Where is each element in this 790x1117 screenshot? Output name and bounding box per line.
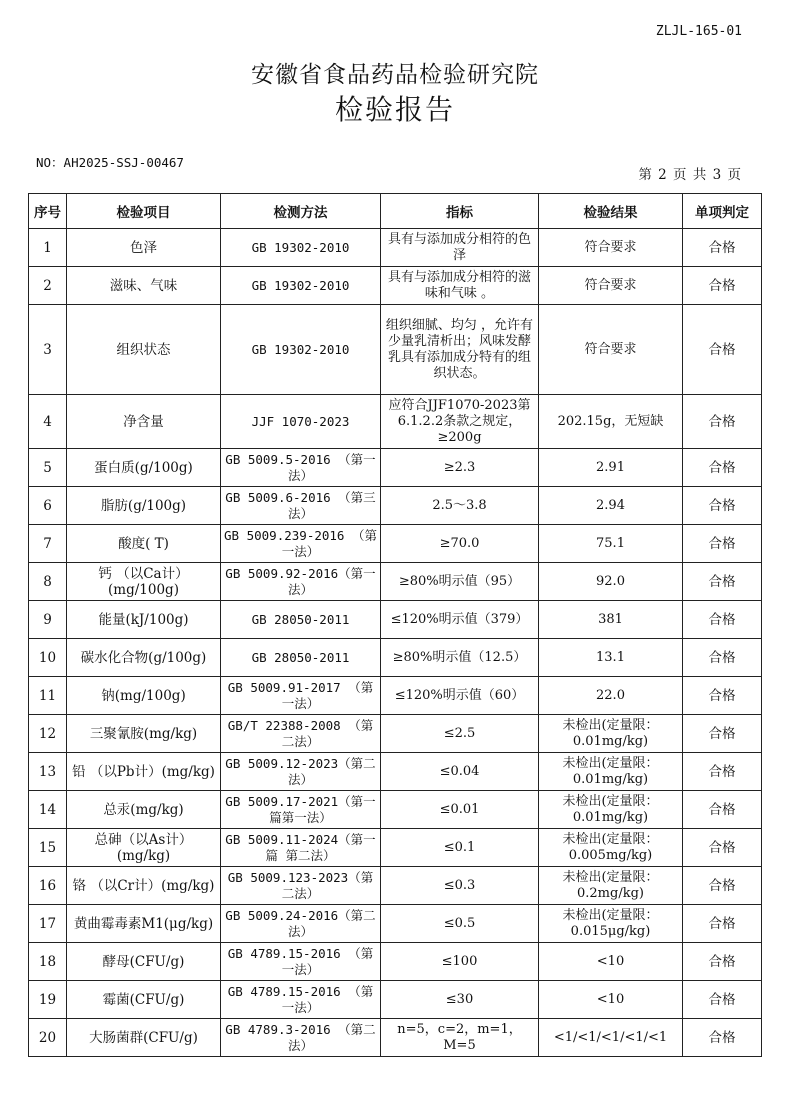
col-header-spec: 指标 — [381, 194, 539, 229]
cell-method: GB 4789.15-2016 （第一法） — [221, 943, 381, 981]
col-header-result: 检验结果 — [539, 194, 683, 229]
table-row — [29, 449, 762, 487]
cell-no: 14 — [29, 791, 67, 829]
cell-verdict: 合格 — [683, 267, 762, 305]
cell-no: 15 — [29, 829, 67, 867]
table-row — [29, 563, 762, 601]
cell-no: 5 — [29, 449, 67, 487]
cell-no: 16 — [29, 867, 67, 905]
cell-no: 19 — [29, 981, 67, 1019]
cell-item: 铅 （以Pb计）(mg/kg) — [67, 753, 221, 791]
table-header-row — [29, 194, 762, 229]
cell-spec: ≥2.3 — [381, 449, 539, 487]
cell-result: 符合要求 — [539, 305, 683, 395]
table-row — [29, 829, 762, 867]
cell-verdict: 合格 — [683, 791, 762, 829]
cell-method: GB 28050-2011 — [221, 601, 381, 639]
cell-result: 未检出(定量限：0.2mg/kg) — [539, 867, 683, 905]
cell-spec: ≥80%明示值（95） — [381, 563, 539, 601]
cell-method: GB 5009.11-2024（第一篇 第二法） — [221, 829, 381, 867]
cell-spec: ≤100 — [381, 943, 539, 981]
cell-spec: n=5，c=2，m=1，M=5 — [381, 1019, 539, 1057]
cell-spec: ≤0.5 — [381, 905, 539, 943]
cell-method: GB 5009.123-2023（第二法） — [221, 867, 381, 905]
cell-spec: ≤0.04 — [381, 753, 539, 791]
cell-no: 10 — [29, 639, 67, 677]
cell-item: 色泽 — [67, 229, 221, 267]
cell-item: 滋味、气味 — [67, 267, 221, 305]
cell-verdict: 合格 — [683, 753, 762, 791]
cell-result: 未检出(定量限：0.01mg/kg) — [539, 791, 683, 829]
table-row — [29, 601, 762, 639]
table-row — [29, 525, 762, 563]
cell-result: 13.1 — [539, 639, 683, 677]
cell-verdict: 合格 — [683, 563, 762, 601]
cell-spec: ≤0.01 — [381, 791, 539, 829]
table-row — [29, 715, 762, 753]
col-header-method: 检测方法 — [221, 194, 381, 229]
cell-spec: 具有与添加成分相符的色泽 — [381, 229, 539, 267]
cell-verdict: 合格 — [683, 905, 762, 943]
cell-item: 总汞(mg/kg) — [67, 791, 221, 829]
cell-verdict: 合格 — [683, 715, 762, 753]
table-row — [29, 1019, 762, 1057]
cell-spec: 组织细腻、均匀 ，允许有少量乳清析出；风味发酵乳具有添加成分特有的组织状态。 — [381, 305, 539, 395]
cell-verdict: 合格 — [683, 229, 762, 267]
cell-result: 22.0 — [539, 677, 683, 715]
cell-item: 组织状态 — [67, 305, 221, 395]
cell-no: 3 — [29, 305, 67, 395]
cell-item: 钠(mg/100g) — [67, 677, 221, 715]
cell-spec: 2.5～3.8 — [381, 487, 539, 525]
report-title: 检验报告 — [334, 93, 455, 126]
cell-no: 8 — [29, 563, 67, 601]
cell-result: 2.91 — [539, 449, 683, 487]
cell-result: 202.15g，无短缺 — [539, 395, 683, 449]
cell-result: 未检出(定量限：0.01mg/kg) — [539, 715, 683, 753]
cell-spec: ≤30 — [381, 981, 539, 1019]
table-row — [29, 395, 762, 449]
cell-method: GB 19302-2010 — [221, 305, 381, 395]
cell-method: GB 4789.3-2016 （第二法） — [221, 1019, 381, 1057]
cell-result: <1/<1/<1/<1/<1 — [539, 1019, 683, 1057]
cell-spec: ≥70.0 — [381, 525, 539, 563]
table-row — [29, 639, 762, 677]
cell-item: 霉菌(CFU/g) — [67, 981, 221, 1019]
cell-spec: ≤120%明示值（379） — [381, 601, 539, 639]
cell-no: 9 — [29, 601, 67, 639]
cell-no: 2 — [29, 267, 67, 305]
cell-item: 酵母(CFU/g) — [67, 943, 221, 981]
cell-result: 381 — [539, 601, 683, 639]
cell-verdict: 合格 — [683, 449, 762, 487]
cell-item: 酸度( T) — [67, 525, 221, 563]
cell-result: 2.94 — [539, 487, 683, 525]
table-row — [29, 229, 762, 267]
table-row — [29, 943, 762, 981]
cell-item: 碳水化合物(g/100g) — [67, 639, 221, 677]
cell-item: 蛋白质(g/100g) — [67, 449, 221, 487]
cell-item: 黄曲霉毒素M1(μg/kg) — [67, 905, 221, 943]
cell-method: GB 5009.12-2023（第二法） — [221, 753, 381, 791]
table-row — [29, 487, 762, 525]
cell-spec: 具有与添加成分相符的滋味和气味 。 — [381, 267, 539, 305]
cell-verdict: 合格 — [683, 525, 762, 563]
cell-method: GB 5009.5-2016 （第一法） — [221, 449, 381, 487]
table-row — [29, 867, 762, 905]
cell-result: <10 — [539, 981, 683, 1019]
cell-verdict: 合格 — [683, 1019, 762, 1057]
institute-name: 安徽省食品药品检验研究院 — [251, 62, 539, 88]
cell-result: 符合要求 — [539, 229, 683, 267]
cell-method: GB 5009.17-2021（第一篇第一法） — [221, 791, 381, 829]
cell-spec: ≤2.5 — [381, 715, 539, 753]
cell-method: GB 28050-2011 — [221, 639, 381, 677]
cell-verdict: 合格 — [683, 601, 762, 639]
page-indicator: 第 2 页 共 3 页 — [638, 167, 742, 183]
cell-item: 三聚氰胺(mg/kg) — [67, 715, 221, 753]
cell-method: GB 5009.6-2016 （第三法） — [221, 487, 381, 525]
cell-result: 75.1 — [539, 525, 683, 563]
cell-spec: ≤120%明示值（60） — [381, 677, 539, 715]
cell-no: 20 — [29, 1019, 67, 1057]
cell-verdict: 合格 — [683, 677, 762, 715]
cell-verdict: 合格 — [683, 829, 762, 867]
table-row — [29, 905, 762, 943]
cell-verdict: 合格 — [683, 305, 762, 395]
cell-verdict: 合格 — [683, 395, 762, 449]
cell-no: 12 — [29, 715, 67, 753]
cell-no: 1 — [29, 229, 67, 267]
cell-item: 净含量 — [67, 395, 221, 449]
cell-no: 18 — [29, 943, 67, 981]
cell-item: 钙 （以Ca计）(mg/100g) — [67, 563, 221, 601]
table-row — [29, 267, 762, 305]
table-row — [29, 791, 762, 829]
table-row — [29, 305, 762, 395]
cell-verdict: 合格 — [683, 943, 762, 981]
col-header-no: 序号 — [29, 194, 67, 229]
cell-verdict: 合格 — [683, 867, 762, 905]
cell-method: GB 5009.92-2016（第一法） — [221, 563, 381, 601]
cell-item: 大肠菌群(CFU/g) — [67, 1019, 221, 1057]
cell-no: 13 — [29, 753, 67, 791]
cell-no: 17 — [29, 905, 67, 943]
cell-method: GB 5009.239-2016 （第一法） — [221, 525, 381, 563]
cell-method: GB/T 22388-2008 （第二法） — [221, 715, 381, 753]
cell-result: 未检出(定量限：0.01mg/kg) — [539, 753, 683, 791]
cell-method: GB 5009.24-2016（第二法） — [221, 905, 381, 943]
col-header-verdict: 单项判定 — [683, 194, 762, 229]
col-header-item: 检验项目 — [67, 194, 221, 229]
cell-spec: ≤0.3 — [381, 867, 539, 905]
cell-no: 6 — [29, 487, 67, 525]
cell-method: GB 5009.91-2017 （第一法） — [221, 677, 381, 715]
cell-method: GB 19302-2010 — [221, 267, 381, 305]
cell-method: GB 19302-2010 — [221, 229, 381, 267]
cell-verdict: 合格 — [683, 639, 762, 677]
cell-method: GB 4789.15-2016 （第一法） — [221, 981, 381, 1019]
document-code: ZLJL-165-01 — [655, 24, 742, 39]
cell-verdict: 合格 — [683, 487, 762, 525]
inspection-results-table — [28, 193, 762, 1057]
report-number: NO：AH2025-SSJ-00467 — [36, 155, 184, 170]
cell-result: 92.0 — [539, 563, 683, 601]
cell-result: 未检出(定量限：0.005mg/kg) — [539, 829, 683, 867]
cell-result: 符合要求 — [539, 267, 683, 305]
cell-spec: ≥80%明示值（12.5） — [381, 639, 539, 677]
cell-item: 总砷（以As计）(mg/kg) — [67, 829, 221, 867]
cell-spec: ≤0.1 — [381, 829, 539, 867]
cell-no: 4 — [29, 395, 67, 449]
cell-item: 脂肪(g/100g) — [67, 487, 221, 525]
cell-result: 未检出(定量限：0.015μg/kg) — [539, 905, 683, 943]
cell-verdict: 合格 — [683, 981, 762, 1019]
table-row — [29, 753, 762, 791]
table-row — [29, 981, 762, 1019]
cell-item: 能量(kJ/100g) — [67, 601, 221, 639]
cell-result: <10 — [539, 943, 683, 981]
table-row — [29, 677, 762, 715]
cell-spec: 应符合JJF1070-2023第6.1.2.2条款之规定，≥200g — [381, 395, 539, 449]
cell-no: 7 — [29, 525, 67, 563]
cell-no: 11 — [29, 677, 67, 715]
cell-item: 铬 （以Cr计）(mg/kg) — [67, 867, 221, 905]
cell-method: JJF 1070-2023 — [221, 395, 381, 449]
